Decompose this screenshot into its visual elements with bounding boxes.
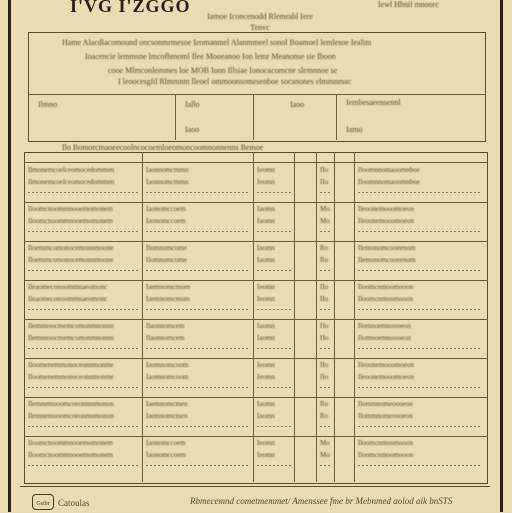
table-cell-c1: Ilemnemooomcoeonmnmonon [28, 412, 114, 420]
table-cell-c4: Ro [320, 244, 329, 252]
table-cell-underline [28, 309, 138, 310]
table-cell-underline [146, 387, 250, 388]
table-cell-underline [28, 348, 138, 349]
table-cell-c3: Ieomn [257, 439, 275, 447]
table-cell-c4: Mo [320, 217, 330, 225]
info-field-b: Iallo [185, 100, 200, 109]
table-cell-c3: Iaomn [257, 205, 275, 213]
info-box [28, 32, 486, 142]
stamp-text: Gstbr [36, 501, 50, 507]
table-cell-c5: Ileoonemooomoeon [358, 361, 414, 369]
table-cell-underline [146, 309, 250, 310]
table-cell-c4: Ro [320, 400, 329, 408]
table-cell-c3: Ieomn [257, 373, 275, 381]
table-cell-c1: Ilemnnoocmemcomonmnonnn [28, 322, 114, 330]
table-cell-c2: Iaemnomcmen [146, 400, 188, 408]
table-cell-c2: Iaomnomcoom [146, 373, 189, 381]
table-cell-c5: Iloomcnmoomooon [358, 439, 414, 447]
info-col-sep-1 [175, 94, 176, 140]
table-cell-underline [257, 192, 291, 193]
table-cell-c1: Ilemnemooomcoeonmnmonon [28, 400, 114, 408]
table-cell-c4: IIo [320, 283, 329, 291]
info-line-4: I leoocesgfd Rlmmnm lleoel ommoonsomesenboe socanones elmmnmac [118, 77, 352, 86]
table-cell-c5: Ilommnomeoooeon [358, 412, 413, 420]
table-cell-underline [358, 270, 482, 271]
table-cell-underline [358, 387, 482, 388]
table-cell-c1: Iloomcnoommnooemomonem [28, 205, 113, 213]
table-cell-c3: Ieomn [257, 295, 275, 303]
table-cell-c1: Ileaomeconoommnaeomonc [28, 283, 108, 291]
table-cell-underline [358, 465, 482, 466]
table-cell-c2: Iaonnomcmmn [146, 178, 189, 186]
table-cell-underline [358, 192, 482, 193]
info-col-sep-2 [253, 94, 254, 140]
table-cell-underline [257, 270, 291, 271]
table-row-rule [24, 358, 488, 359]
table-cell-c5: Iloomnnomaoomnboe [358, 166, 420, 174]
table-cell-underline [257, 348, 291, 349]
table-cell-underline [146, 348, 250, 349]
info-field-f: Iamo [346, 125, 363, 134]
table-cell-c4: IIo [320, 361, 329, 369]
table-cell-c3: Ieomn [257, 178, 275, 186]
table-cell-underline [257, 231, 291, 232]
table-cell-c4: IIo [320, 373, 329, 381]
table-cell-c5: Ilomnoemnoooeon [358, 322, 411, 330]
table-cell-underline [320, 465, 332, 466]
table-cell-c5: Ileoonemooomoeon [358, 205, 414, 213]
table-cell-c2: Iaonomccoem [146, 217, 186, 225]
table-cell-underline [320, 231, 332, 232]
header-center-sub: Tenvc [250, 23, 270, 32]
table-row-rule [24, 280, 488, 281]
table-cell-c2: Iaemnomcmom [146, 295, 190, 303]
table-cell-c3: Iaomn [257, 412, 275, 420]
table-cell-underline [28, 387, 138, 388]
table-cell-c1: Ileaomeconoommnaeomonc [28, 295, 108, 303]
table-cell-underline [257, 309, 291, 310]
table-cell-underline [320, 270, 332, 271]
table-cell-c3: Iaomn [257, 244, 275, 252]
table-cell-c3: Iaomn [257, 322, 275, 330]
table-cell-c5: Ilemonomcooeenom [358, 256, 416, 264]
left-margin-rule [8, 0, 11, 512]
table-cell-c5: Iloomcnmoomooon [358, 451, 414, 459]
table-cell-c5: Ileoonemooomoeon [358, 217, 414, 225]
table-cell-underline [28, 270, 138, 271]
table-cell-c4: IIo [320, 178, 329, 186]
table-cell-c5: Ilemonomcooeenom [358, 244, 416, 252]
table-cell-underline [358, 348, 482, 349]
footer-left-label: Catoulas [58, 498, 90, 508]
table-cell-underline [146, 270, 250, 271]
table-row-rule [24, 397, 488, 398]
table-cell-underline [358, 309, 482, 310]
table-cell-underline [28, 426, 138, 427]
table-cell-c4: IIo [320, 295, 329, 303]
header-center-title: Iamoe Iconcenodd Rlemrabl Iere [207, 12, 313, 21]
table-cell-c1: Ilmonemcoelceomocedommen [28, 166, 115, 174]
info-field-a: Ilmno [38, 100, 58, 109]
table-row-rule [24, 436, 488, 437]
table-cell-underline [257, 426, 291, 427]
table-cell-c1: Iloomcnoommnooemomonem [28, 217, 113, 225]
table-cell-c5: Ileoonemooomoeon [358, 373, 414, 381]
table-cell-underline [146, 426, 250, 427]
info-divider [28, 94, 486, 95]
table-cell-underline [28, 465, 138, 466]
table-cell-underline [28, 231, 138, 232]
footer-sentence: Rbmecemnd cometmemmet/ Amenssee fme br Mebnmed aolod aik bnSTS [190, 496, 453, 506]
table-row-rule [24, 319, 488, 320]
table-cell-c1: Iloomenemmonoceonnmonme [28, 373, 114, 381]
table-cell-c2: Iaonomccoem [146, 451, 186, 459]
table-cell-underline [146, 231, 250, 232]
table-cell-c1: Iloemmcomonocemonnmoone [28, 256, 114, 264]
info-line-2: Ioacencie lemmsne lmcofhmoml Ilee Mooeanoo Ion lemr Meanonse sie Iboon [85, 52, 336, 61]
table-cell-c4: Ro [320, 412, 329, 420]
right-margin-rule [500, 0, 503, 512]
info-field-e: Iembesaeensennl [346, 98, 401, 107]
table-cell-underline [146, 465, 250, 466]
table-cell-underline [320, 426, 332, 427]
table-cell-c5: Ilommnomeoooeon [358, 400, 413, 408]
table-cell-underline [358, 231, 482, 232]
table-cell-c2: Iaemnomcmen [146, 412, 188, 420]
table-cell-c5: Iloomnnomaoomnboe [358, 178, 420, 186]
table-cell-underline [320, 348, 332, 349]
table-cell-underline [257, 465, 291, 466]
table-cell-underline [320, 309, 332, 310]
table-cell-c3: Ieomn [257, 283, 275, 291]
table-title: Ilo Bomorcmaoeecoolncocoemloeomoncoomnonnenns Bemoe [62, 143, 264, 152]
table-cell-c2: Iaonomccoem [146, 439, 186, 447]
table-cell-c2: Ilaonnomcem [146, 334, 185, 342]
info-field-d: Iaoo [290, 100, 305, 109]
table-row-rule [24, 202, 488, 203]
info-line-3: cooe Mlmconlemmes loe MOB Ionn Illsiae Ionocacomcne slemnnoe se [108, 66, 338, 75]
info-col-sep-3 [336, 94, 337, 140]
info-line-1: Hame Alacdlacomound oncsonmrmesoe Ieomanmel Alanmmeel sonol Boamoel lemlesoe Iealim [62, 38, 372, 47]
table-cell-c3: Ieomn [257, 361, 275, 369]
table-cell-c1: Ilmonemcoelceomocedommen [28, 178, 115, 186]
table-cell-c4: Mo [320, 439, 330, 447]
table-cell-c4: Ro [320, 256, 329, 264]
table-cell-c4: Mo [320, 451, 330, 459]
table-cell-underline [320, 192, 332, 193]
table-cell-c5: Iloomcnmoomooon [358, 283, 414, 291]
table-cell-underline [146, 192, 250, 193]
table-cell-c3: Iaomn [257, 217, 275, 225]
header-right-note: Iewl Hhnil mnoorc [378, 0, 439, 9]
table-cell-c2: Iaemnomcmom [146, 283, 190, 291]
table-cell-c1: Iloomenemmonoceonnmonme [28, 361, 114, 369]
table-cell-c3: Iaomn [257, 256, 275, 264]
table-cell-c3: Ieomn [257, 166, 275, 174]
table-cell-underline [28, 192, 138, 193]
table-cell-c1: Iloomcnoommnooemomonem [28, 451, 113, 459]
table-cell-c1: Iloomcnoommnooemomonem [28, 439, 113, 447]
info-field-c: Iaoo [185, 125, 200, 134]
form-code: I'VG I'ZGGO [70, 0, 191, 16]
table-header-rule [24, 162, 488, 163]
table-cell-c2: Iaomnomcoom [146, 361, 189, 369]
table-cell-underline [320, 387, 332, 388]
table-cell-c2: Ilomnomcome [146, 256, 187, 264]
table-cell-c2: Iaonnomcmmn [146, 166, 189, 174]
table-cell-c4: IIo [320, 166, 329, 174]
table-cell-c4: Ho [320, 334, 329, 342]
table-cell-c4: Ho [320, 322, 329, 330]
table-cell-c2: Iaonomccoem [146, 205, 186, 213]
table-cell-c1: Iloemmcomonocemonnmoone [28, 244, 114, 252]
table-cell-underline [358, 426, 482, 427]
table-row-rule [24, 241, 488, 242]
table-cell-c5: Iloomcnmoomooon [358, 295, 414, 303]
table-cell-c3: Ieomn [257, 451, 275, 459]
table-cell-c1: Ilemnnoocmemcomonmnonnn [28, 334, 114, 342]
table-cell-c2: Ilaonnomcem [146, 322, 185, 330]
table-cell-c2: Ilomnomcome [146, 244, 187, 252]
stamp-seal [32, 494, 54, 510]
table-cell-c3: Iaomn [257, 400, 275, 408]
table-cell-c5: Ilomnoemnoooeon [358, 334, 411, 342]
table-cell-c3: Iaomn [257, 334, 275, 342]
table-cell-c4: Mo [320, 205, 330, 213]
table-cell-underline [257, 387, 291, 388]
